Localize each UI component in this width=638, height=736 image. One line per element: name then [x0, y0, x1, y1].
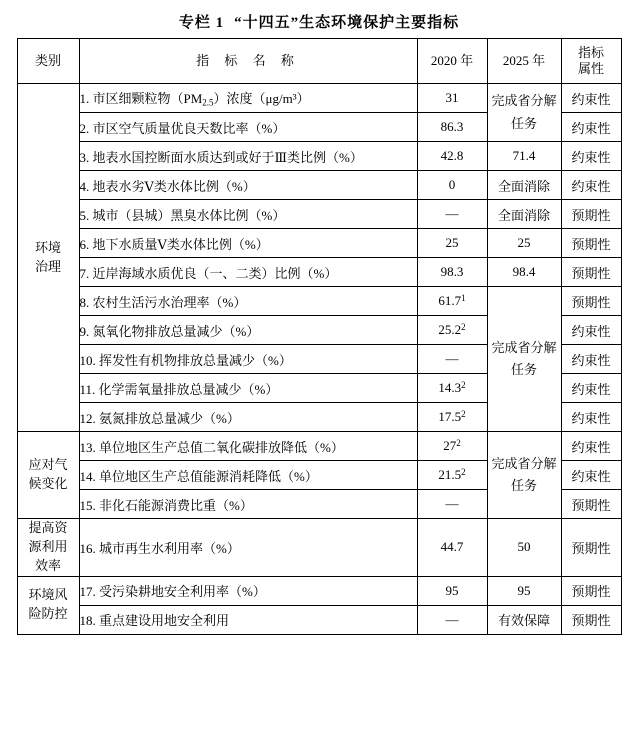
page-title — [0, 8, 638, 38]
table-row — [17, 576, 621, 605]
row-2020: $27^2$ — [417, 432, 487, 461]
header-category: 类别 — [17, 39, 79, 84]
row-name — [79, 576, 417, 605]
category-label-line1: 提高资 — [28, 520, 68, 535]
category-cell-resource-efficiency — [17, 519, 79, 577]
table-body — [17, 84, 621, 635]
row-number: 12. — [79, 410, 96, 426]
row-name — [79, 200, 417, 229]
row-name: 1. 市区细颗粒物$(PM_{2.5})$浓度（μg/m³） — [79, 84, 417, 113]
row-attribute: 约束性 — [561, 171, 621, 200]
row-number: 17. — [79, 584, 96, 600]
row-name-text: 重点建设用地安全利用 — [99, 613, 230, 629]
row-2020: 31 — [417, 84, 487, 113]
category-label-line2: 源利用 — [28, 538, 68, 554]
row-2020: 14.3$^2$ — [417, 374, 487, 403]
row-name-text: 单位地区生产总值二氧化碳排放降低（%） — [99, 439, 344, 455]
row-name-text: 地下水质量Ⅴ类水体比例（%） — [92, 236, 269, 252]
table-row — [17, 200, 621, 229]
row-name-text: 挥发性有机物排放总量减少（%） — [99, 352, 292, 368]
row-name — [79, 519, 417, 577]
row-name — [79, 229, 417, 258]
row-name-text: 地表水国控断面水质达到或好于Ⅲ类比例（%） — [92, 149, 363, 165]
category-label-line3: 效率 — [34, 557, 61, 573]
row-number: 11. — [79, 381, 96, 397]
table-row — [17, 229, 621, 258]
row-2025: 98.4 — [487, 258, 561, 287]
row-2025: 50 — [487, 519, 561, 577]
row-2025: 全面消除 — [487, 171, 561, 200]
header-2020: 2020 年 — [417, 39, 487, 84]
header-indicator-name: 指 标 名 称 — [79, 39, 417, 84]
row-number: 6. — [79, 236, 90, 252]
page-top-margin — [0, 0, 638, 8]
row-name — [79, 258, 417, 287]
row-2025: 全面消除 — [487, 200, 561, 229]
row-attribute: 预期性 — [561, 258, 621, 287]
row-name — [79, 345, 417, 374]
row-number: 1. — [79, 91, 90, 107]
row-attribute: 约束性 — [561, 432, 621, 461]
row-attribute: 预期性 — [561, 229, 621, 258]
row-2020: — — [417, 605, 487, 634]
row-attribute: 预期性 — [561, 490, 621, 519]
row-attribute: 预期性 — [561, 200, 621, 229]
row-name — [79, 287, 417, 316]
row-name — [79, 461, 417, 490]
row-2020: 86.3 — [417, 113, 487, 142]
row-2020: 42.8 — [417, 142, 487, 171]
row-2020: 17.5$^2$ — [417, 403, 487, 432]
row-number: 10. — [79, 352, 96, 368]
row-name — [79, 142, 417, 171]
row-name — [79, 490, 417, 519]
row-name-text: 受污染耕地安全利用率（%） — [99, 584, 266, 600]
row-attribute: 预期性 — [561, 576, 621, 605]
table-row — [17, 258, 621, 287]
table-header — [17, 39, 621, 84]
row-name-text: 单位地区生产总值能源消耗降低（%） — [99, 468, 318, 484]
row-number: 2. — [79, 120, 90, 136]
category-label-line1: 应对气 — [28, 457, 68, 473]
row-2020: 0 — [417, 171, 487, 200]
row-attribute: 预期性 — [561, 519, 621, 577]
row-number: 14. — [79, 468, 96, 484]
row-name-text: 市区空气质量优良天数比率（%） — [92, 120, 286, 136]
category-cell-climate-change — [17, 432, 79, 519]
row-name — [79, 403, 417, 432]
row-name — [79, 171, 417, 200]
title-number: 专栏 1 — [178, 15, 225, 31]
category-label-line1: 环境 — [34, 239, 61, 255]
row-2020: 44.7 — [417, 519, 487, 577]
row-2020: — — [417, 345, 487, 374]
row-name-text: 非化石能源消费比重（%） — [99, 497, 253, 513]
row-name-text: 氨氮排放总量减少（%） — [99, 410, 240, 426]
row-name — [79, 605, 417, 634]
row-attribute: 约束性 — [561, 142, 621, 171]
row-number: 5. — [79, 207, 90, 223]
row-2020: — — [417, 490, 487, 519]
row-name — [79, 432, 417, 461]
row-number: 15. — [79, 497, 96, 513]
merged-value-block-1 — [487, 84, 561, 142]
row-number: 18. — [79, 613, 96, 629]
table-row — [17, 519, 621, 577]
merged-block-1-line2: 任务 — [510, 115, 537, 131]
table-row — [17, 84, 621, 113]
category-label-line2: 治理 — [34, 258, 61, 274]
category-label-line1: 环境风 — [28, 587, 68, 603]
merged-block-3-line1: 完成省分解 — [491, 455, 557, 471]
row-name-text: 化学需氧量排放总量减少（%） — [98, 381, 279, 397]
row-attribute: 约束性 — [561, 84, 621, 113]
header-2025: 2025 年 — [487, 39, 561, 84]
row-number: 16. — [79, 540, 96, 556]
row-attribute: 约束性 — [561, 374, 621, 403]
table-row — [17, 432, 621, 461]
row-attribute: 约束性 — [561, 113, 621, 142]
merged-value-block-3 — [487, 432, 561, 519]
row-attribute: 约束性 — [561, 345, 621, 374]
row-name-text: 农村生活污水治理率（%） — [92, 294, 247, 310]
category-cell-risk-control — [17, 576, 79, 634]
row-2020: — — [417, 200, 487, 229]
row-2020: 21.5$^2$ — [417, 461, 487, 490]
row-number: 8. — [79, 294, 90, 310]
merged-block-3-line2: 任务 — [510, 478, 537, 493]
row-attribute: 约束性 — [561, 316, 621, 345]
merged-block-2-line2: 任务 — [510, 362, 537, 377]
table-row — [17, 605, 621, 634]
table-row — [17, 287, 621, 316]
merged-block-2-line1: 完成省分解 — [491, 339, 557, 355]
table-header-row — [17, 39, 621, 84]
header-attribute-line2: 属性 — [577, 61, 604, 76]
row-name-text: 城市（县城）黑臭水体比例（%） — [92, 207, 286, 223]
header-attribute — [561, 39, 621, 84]
table-row — [17, 142, 621, 171]
row-number: 4. — [79, 178, 90, 194]
row-2025: 有效保障 — [487, 605, 561, 634]
row-name-text: 地表水劣Ⅴ类水体比例（%） — [92, 178, 256, 194]
row-2020: 98.3 — [417, 258, 487, 287]
row-2025: 71.4 — [487, 142, 561, 171]
row-2020: 25.2$^2$ — [417, 316, 487, 345]
indicators-table — [17, 38, 622, 635]
row-number: 9. — [79, 323, 90, 339]
row-2020: 25 — [417, 229, 487, 258]
row-attribute: 预期性 — [561, 605, 621, 634]
header-attribute-line1: 指标 — [577, 44, 604, 60]
category-cell-environment-governance — [17, 84, 79, 432]
row-attribute: 约束性 — [561, 461, 621, 490]
row-number: 3. — [79, 149, 90, 165]
row-number: 7. — [79, 265, 90, 281]
row-2025: 25 — [487, 229, 561, 258]
row-2025: 95 — [487, 576, 561, 605]
row-number: 13. — [79, 439, 96, 455]
merged-block-1-line1: 完成省分解 — [491, 93, 557, 109]
row-name — [79, 113, 417, 142]
row-name-text: 氮氧化物排放总量减少（%） — [92, 323, 260, 339]
category-label-line2: 候变化 — [28, 476, 68, 491]
row-2020: 61.7$^1$ — [417, 287, 487, 316]
row-attribute: 约束性 — [561, 403, 621, 432]
title-text: “十四五”生态环境保护主要指标 — [234, 15, 460, 31]
row-2020: 95 — [417, 576, 487, 605]
table-row — [17, 171, 621, 200]
row-name-text: 近岸海域水质优良（一、二类）比例（%） — [92, 265, 338, 281]
row-attribute: 预期性 — [561, 287, 621, 316]
merged-value-block-2 — [487, 287, 561, 432]
row-name — [79, 316, 417, 345]
row-name-text: 城市再生水利用率（%） — [99, 540, 240, 556]
category-label-line2: 险防控 — [28, 606, 68, 622]
row-name — [79, 374, 417, 403]
